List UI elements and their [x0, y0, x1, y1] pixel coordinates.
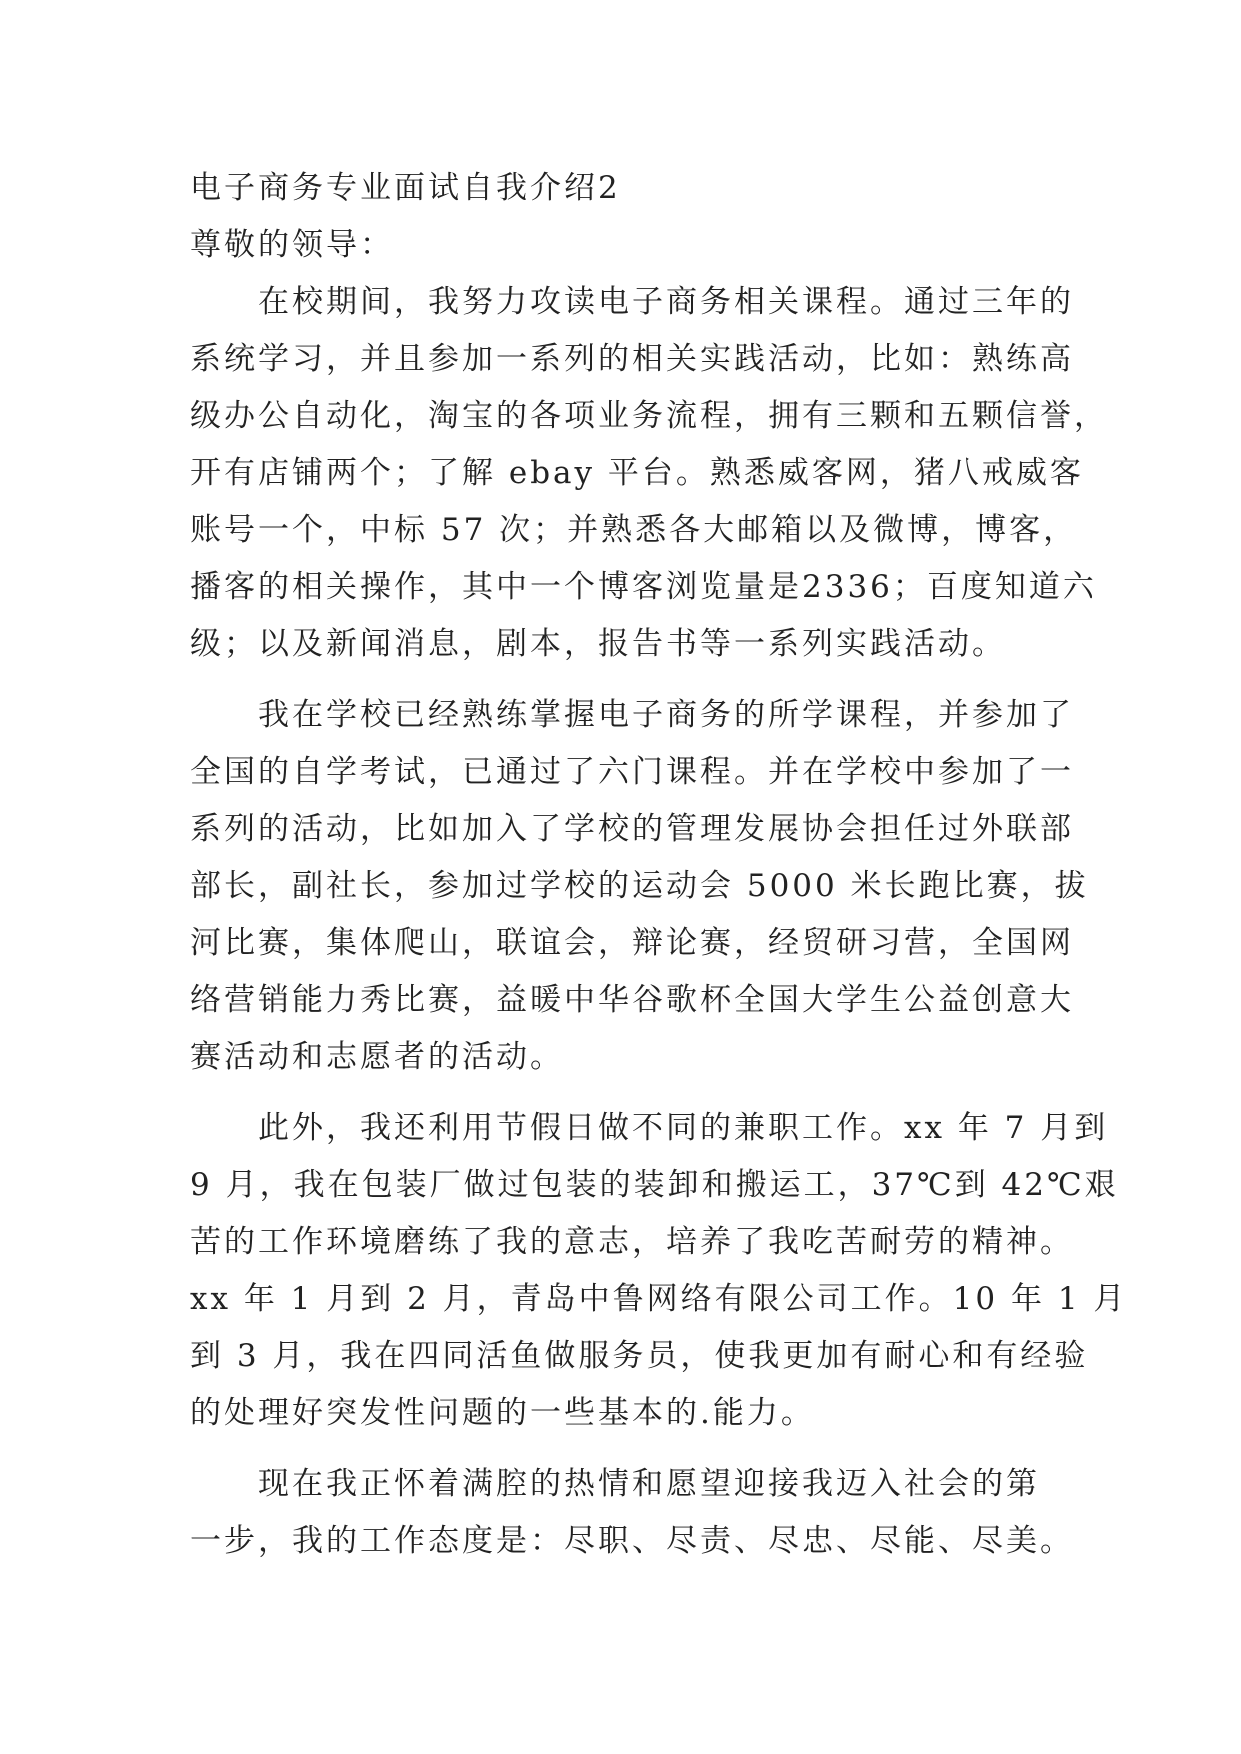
- paragraph-line: 络营销能力秀比赛，益暖中华谷歌杯全国大学生公益创意大: [190, 982, 1074, 1018]
- paragraph-line: 苦的工作环境磨练了我的意志，培养了我吃苦耐劳的精神。: [190, 1224, 1074, 1260]
- salutation: 尊敬的领导：: [190, 227, 394, 263]
- document-title: 电子商务专业面试自我介绍2: [190, 170, 621, 206]
- paragraph-line: 级；以及新闻消息，剧本，报告书等一系列实践活动。: [190, 626, 1006, 662]
- document-body: [190, 160, 1128, 1570]
- paragraph-line: 系列的活动，比如加入了学校的管理发展协会担任过外联部: [190, 811, 1074, 847]
- paragraph-3: [190, 1100, 1128, 1442]
- paragraph-line: 的处理好突发性问题的一些基本的.能力。: [190, 1395, 815, 1431]
- paragraph-line: 赛活动和志愿者的活动。: [190, 1039, 564, 1075]
- paragraph-line: 系统学习，并且参加一系列的相关实践活动，比如：熟练高: [190, 341, 1074, 377]
- paragraph-spacer: [190, 1086, 1070, 1100]
- paragraph-line: 级办公自动化，淘宝的各项业务流程，拥有三颗和五颗信誉，: [190, 398, 1108, 434]
- paragraph-spacer: [190, 1442, 1070, 1456]
- paragraph-line: 此外，我还利用节假日做不同的兼职工作。xx 年 7 月到: [190, 1110, 1109, 1146]
- paragraph-line: 一步，我的工作态度是：尽职、尽责、尽忠、尽能、尽美。: [190, 1523, 1074, 1559]
- paragraph-1: [190, 274, 1108, 673]
- paragraph-line: 9 月，我在包装厂做过包装的装卸和搬运工，37℃到 42℃艰: [190, 1167, 1119, 1203]
- paragraph-line: xx 年 1 月到 2 月，青岛中鲁网络有限公司工作。10 年 1 月: [190, 1281, 1128, 1317]
- paragraph-spacer: [190, 673, 1070, 687]
- paragraph-line: 在校期间，我努力攻读电子商务相关课程。通过三年的: [190, 284, 1074, 320]
- paragraph-line: 部长，副社长，参加过学校的运动会 5000 米长跑比赛，拔: [190, 868, 1089, 904]
- paragraph-4: [190, 1456, 1074, 1570]
- paragraph-line: 全国的自学考试，已通过了六门课程。并在学校中参加了一: [190, 754, 1074, 790]
- paragraph-line: 账号一个，中标 57 次；并熟悉各大邮箱以及微博，博客，: [190, 512, 1078, 548]
- paragraph-line: 到 3 月，我在四同活鱼做服务员，使我更加有耐心和有经验: [190, 1338, 1089, 1374]
- paragraph-line: 河比赛，集体爬山，联谊会，辩论赛，经贸研习营，全国网: [190, 925, 1074, 961]
- paragraph-line: 播客的相关操作，其中一个博客浏览量是2336；百度知道六: [190, 569, 1097, 605]
- paragraph-line: 我在学校已经熟练掌握电子商务的所学课程，并参加了: [190, 697, 1074, 733]
- paragraph-line: 开有店铺两个；了解 ebay 平台。熟悉威客网，猪八戒威客: [190, 455, 1084, 491]
- paragraph-line: 现在我正怀着满腔的热情和愿望迎接我迈入社会的第: [190, 1466, 1040, 1502]
- paragraph-2: [190, 687, 1089, 1086]
